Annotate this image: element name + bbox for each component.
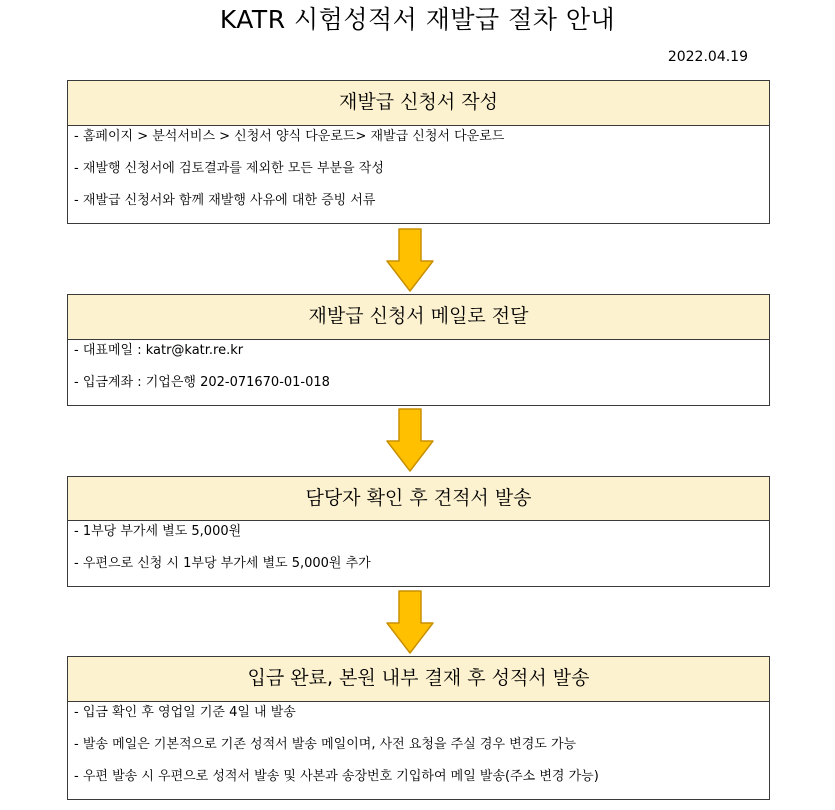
down-arrow-icon	[386, 408, 434, 472]
step-item: - 발송 메일은 기본적으로 기존 성적서 발송 메일이며, 사전 요청을 주실 경우 변경도 가능	[74, 737, 577, 752]
step-heading: 입금 완료, 본원 내부 결재 후 성적서 발송	[68, 657, 769, 702]
step-item: - 홈페이지 > 분석서비스 > 신청서 양식 다운로드> 재발급 신청서 다운로드	[74, 129, 505, 144]
step-item: - 재발급 신청서와 함께 재발행 사유에 대한 증빙 서류	[74, 193, 376, 208]
step-heading: 재발급 신청서 메일로 전달	[68, 295, 769, 340]
step-item: - 입금계좌 : 기업은행 202-071670-01-018	[74, 375, 330, 390]
step-box-2	[67, 294, 770, 406]
step-box-4	[67, 656, 770, 800]
step-heading: 재발급 신청서 작성	[68, 81, 769, 126]
step-heading: 담당자 확인 후 견적서 발송	[68, 477, 769, 521]
step-item: - 재발행 신청서에 검토결과를 제외한 모든 부분을 작성	[74, 161, 384, 176]
step-box-3	[67, 476, 770, 587]
step-item: - 입금 확인 후 영업일 기준 4일 내 발송	[74, 705, 296, 720]
down-arrow-icon	[386, 590, 434, 654]
step-item: - 우편 발송 시 우편으로 성적서 발송 및 사본과 송장번호 기입하여 메일 발송(주소 변경 가능)	[74, 769, 599, 784]
page-title: KATR 시험성적서 재발급 절차 안내	[219, 5, 616, 34]
down-arrow-icon	[386, 228, 434, 292]
step-box-1	[67, 80, 770, 224]
step-item: - 1부당 부가세 별도 5,000원	[74, 524, 242, 539]
document-date: 2022.04.19	[667, 49, 748, 65]
step-item: - 대표메일 : katr@katr.re.kr	[74, 343, 244, 358]
step-item: - 우편으로 신청 시 1부당 부가세 별도 5,000원 추가	[74, 556, 371, 571]
